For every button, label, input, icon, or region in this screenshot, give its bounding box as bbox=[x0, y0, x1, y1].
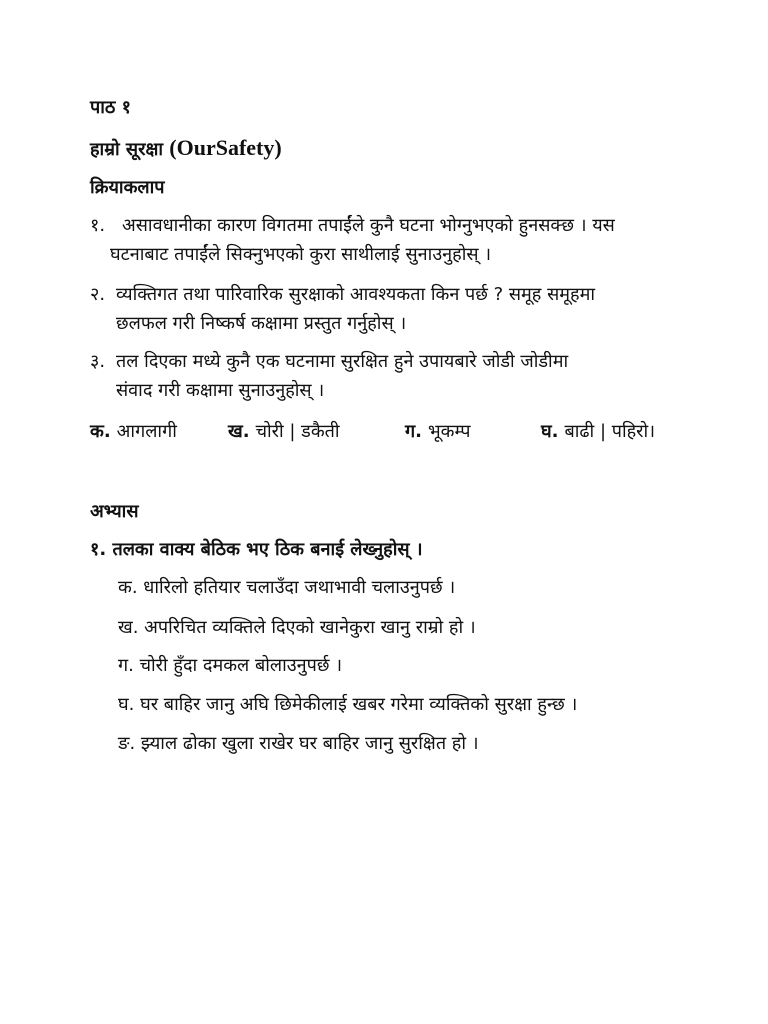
activities-heading: क्रियाकलाप bbox=[90, 177, 165, 198]
option-item bbox=[228, 420, 340, 444]
exercise-item: ङ. झ्याल ढोका खुला राखेर घर बाहिर जानु सुरक्षित हो । bbox=[118, 733, 479, 754]
option-item bbox=[405, 420, 470, 444]
option-text: आगलागी bbox=[116, 421, 177, 442]
title-nepali: हाम्रो सूरक्षा bbox=[90, 139, 164, 160]
activity-line: संवाद गरी कक्षामा सुनाउनुहोस् । bbox=[116, 380, 325, 401]
option-key: ख. bbox=[228, 421, 250, 442]
activity-line: छलफल गरी निष्कर्ष कक्षामा प्रस्तुत गर्नुहोस् । bbox=[116, 313, 407, 334]
exercise-heading: अभ्यास bbox=[90, 501, 139, 522]
activity-number: ३. bbox=[90, 351, 106, 372]
option-item bbox=[90, 420, 177, 444]
exercise-item: ग. चोरी हुँदा दमकल बोलाउनुपर्छ । bbox=[118, 655, 343, 676]
activity-line: घटनाबाट तपाईंले सिक्नुभएको कुरा साथीलाई सुनाउनुहोस् । bbox=[110, 244, 492, 265]
exercise-item: क. धारिलो हतियार चलाउँदा जथाभावी चलाउनुपर्छ । bbox=[118, 577, 456, 598]
activity-line: तल दिएका मध्ये कुनै एक घटनामा सुरक्षित हुने उपायबारे जोडी जोडीमा bbox=[116, 351, 569, 372]
activity-line: असावधानीका कारण विगतमा तपाईंले कुनै घटना भोग्नुभएको हुनसक्छ । यस bbox=[122, 215, 615, 236]
activity-line: व्यक्तिगत तथा पारिवारिक सुरक्षाको आवश्यकता किन पर्छ ? समूह समूहमा bbox=[116, 284, 596, 305]
exercise-item: घ. घर बाहिर जानु अघि छिमेकीलाई खबर गरेमा व्यक्तिको सुरक्षा हुन्छ । bbox=[118, 694, 578, 715]
option-text: बाढी | पहिरो। bbox=[564, 421, 656, 442]
option-text: चोरी | डकैती bbox=[255, 421, 340, 442]
incident-options bbox=[90, 420, 690, 444]
title-english: (OurSafety) bbox=[169, 135, 282, 160]
option-text: भूकम्प bbox=[427, 421, 471, 442]
exercise-question: १. तलका वाक्य बेठिक भए ठिक बनाई लेख्नुहोस् । bbox=[90, 539, 423, 560]
option-key: क. bbox=[90, 421, 111, 442]
option-key: घ. bbox=[541, 421, 559, 442]
option-item bbox=[541, 420, 655, 444]
lesson-title bbox=[90, 136, 282, 162]
activity-number: १. bbox=[90, 215, 106, 236]
option-key: ग. bbox=[405, 421, 422, 442]
exercise-item: ख. अपरिचित व्यक्तिले दिएको खानेकुरा खानु राम्रो हो । bbox=[118, 617, 476, 638]
lesson-number: पाठ १ bbox=[90, 97, 131, 118]
activity-number: २. bbox=[90, 284, 106, 305]
